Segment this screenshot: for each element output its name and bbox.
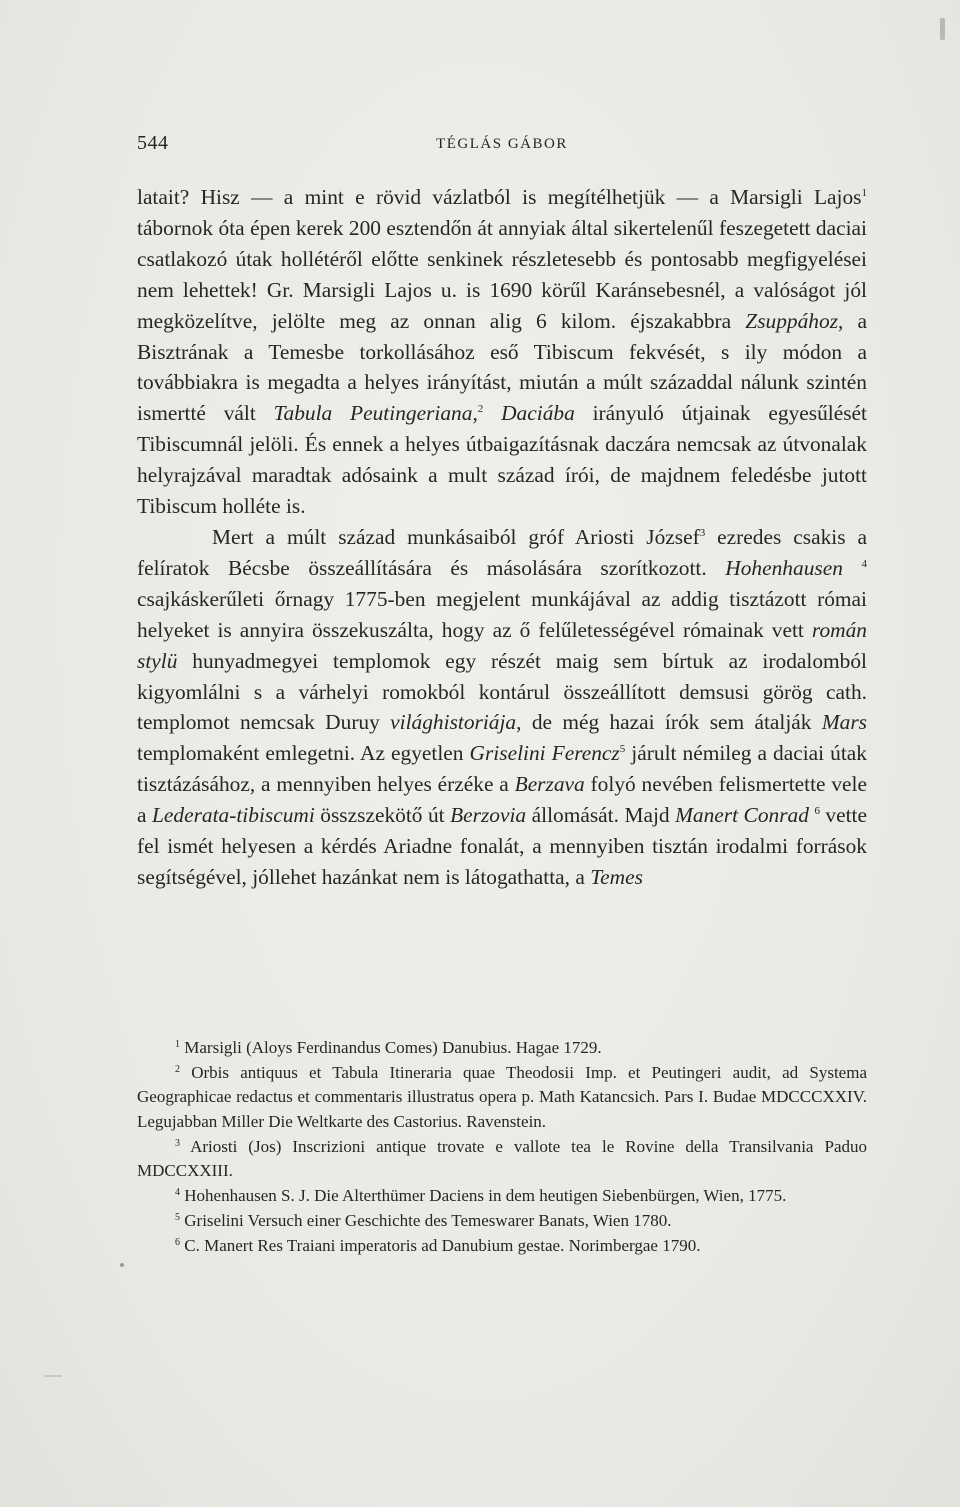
italic-text: Zsuppához — [745, 308, 839, 333]
text-run: latait? Hisz — a mint e rövid vázlatból is megítélhetjük — a Marsigli Lajos — [137, 185, 862, 209]
text-run — [483, 401, 501, 425]
scan-speck — [120, 1263, 124, 1267]
footnote-number: 6 — [175, 1236, 180, 1248]
page-number: 544 — [137, 132, 169, 154]
footnote-number: 1 — [175, 1039, 180, 1050]
italic-text: Griselini Ferencz — [469, 741, 620, 766]
footnote-number: 4 — [175, 1186, 180, 1198]
running-title: TÉGLÁS GÁBOR — [436, 136, 568, 152]
italic-text: Temes — [590, 864, 643, 889]
footnote-text: Hohenhausen S. J. Die Alterthümer Daciens in dem heutigen Siebenbürgen, Wien, 1775. — [180, 1185, 787, 1205]
text-run: , — [472, 401, 478, 426]
footnote-text: C. Manert Res Traiani imperatoris ad Danubium gestae. Norimbergae 1790. — [180, 1235, 701, 1255]
footnote-number: 5 — [175, 1211, 180, 1223]
footnote — [137, 1135, 867, 1184]
text-run: összszekötő út — [314, 803, 451, 828]
text-run: Mert a múlt század munkásaiból gróf Ariosti József — [212, 524, 700, 549]
footnote-reference: 6 — [814, 805, 820, 818]
footnote-reference: 2 — [477, 403, 484, 416]
italic-text: Manert Conrad — [675, 803, 809, 828]
page-header — [137, 132, 867, 160]
footnote — [137, 1209, 867, 1233]
italic-text: Daciába — [501, 401, 575, 426]
footnote-reference: 3 — [699, 526, 706, 539]
italic-text: Mars — [821, 710, 867, 735]
scan-speck — [44, 1375, 62, 1377]
text-run: járult némileg a daciai útak tisztázásához, a mennyiben helyes érzéke a — [137, 741, 867, 797]
footnote-text: Ariosti (Jos) Inscrizioni antique trovate e vallote tea le Rovine della Transilvania Paduo MDCCXXIII. — [137, 1136, 867, 1181]
text-run: folyó nevében felismertette vele a — [137, 772, 867, 828]
footnote-reference: 1 — [861, 187, 867, 199]
footnote — [137, 1234, 867, 1258]
text-run: irányuló útjainak egyesűlését Tibiscumnál jelöli. És ennek a helyes útbaigazításnak daczára nemcsak az útvonalak helyrajzával maradtak adósaink a mult század írói, de majdnem feledésbe jutott Tibiscum holléte is. — [137, 401, 867, 519]
text-run: ezredes csakis a felíratok Bécsbe összeállítására és másolására szorítkozott. — [137, 524, 867, 580]
italic-text: Lederata-tibiscumi — [152, 803, 315, 828]
body-paragraph — [137, 522, 867, 893]
footnote-text: Griselini Versuch einer Geschichte des Temeswarer Banats, Wien 1780. — [180, 1210, 672, 1230]
footnote-text: Orbis antiquus et Tabula Itineraria quae Theodosii Imp. et Peutingeri audit, ad Systema Geographicae redactus et commentaris illustratus opera p. Math Katancsich. Pars I. Budae MDCCCXXIV. Legujabban Miller Die Weltkarte des Castorius. Ravenstein. — [137, 1062, 867, 1131]
text-run: hunyadmegyei templomok egy részét maig sem bírtuk az irodalomból kigyomlálni s a várhelyi romokból kontárul összeállított demsusi görög cath. templomot nemcsak Duruy — [137, 648, 867, 735]
footnote — [137, 1061, 867, 1134]
scan-speck — [940, 18, 945, 40]
footnote — [137, 1036, 867, 1060]
text-run: csajkáskerűleti őrnagy 1775-ben megjelent munkájával az addig tisztázott római helyeket is annyira összekuszálta, hogy az ő felűletességével rómainak vett — [137, 586, 867, 642]
footnotes — [137, 1036, 867, 1259]
italic-text: világhistoriája — [390, 710, 517, 735]
footnote-reference: 4 — [861, 557, 867, 570]
footnote-number: 2 — [175, 1063, 180, 1075]
body-paragraph — [137, 182, 867, 522]
italic-text: Berzava — [514, 772, 585, 797]
text-run — [843, 556, 862, 580]
italic-text: Berzovia — [450, 803, 527, 828]
italic-text: Hohenhausen — [725, 555, 843, 580]
text-run: templomaként emlegetni. Az egyetlen — [137, 741, 470, 766]
italic-text: Tabula Peutingeriana — [273, 401, 473, 426]
text-run: vette fel ismét helyesen a kérdés Ariadne fonalát, a mennyiben tisztán irodalmi források segítségével, jóllehet hazánkat nem is látogathatta, a — [137, 803, 867, 889]
italic-text: román stylü — [137, 617, 867, 673]
footnote — [137, 1184, 867, 1208]
footnote-number: 3 — [175, 1137, 180, 1149]
text-run: , de még hazai írók sem átalják — [516, 710, 822, 735]
footnote-reference: 5 — [619, 743, 626, 756]
footnote-text: Marsigli (Aloys Ferdinandus Comes) Danubius. Hagae 1729. — [180, 1038, 602, 1057]
text-run: tábornok óta épen kerek 200 esztendőn át annyiak által sikertelenűl feszegetett daciai csatlakozó útak hollétéről előtte senkinek részletesebb és pontosabb megfigyelései nem lehettek! Gr. Marsigli Lajos u. is 1690 körűl Karánsebesnél, a valóságot jól megközelítve, jelölte meg az onnan alig 6 kilom. éjszakabbra — [137, 215, 867, 333]
text-run: , a Bisztrának a Temesbe torkollásához eső Tibiscum fekvését, s ily módon a továbbiakra is megadta a helyes irányítást, miután a múlt századdal nálunk szintén ismertté vált — [137, 308, 867, 426]
text-run: állomását. Majd — [526, 803, 676, 828]
body-text — [137, 182, 867, 893]
